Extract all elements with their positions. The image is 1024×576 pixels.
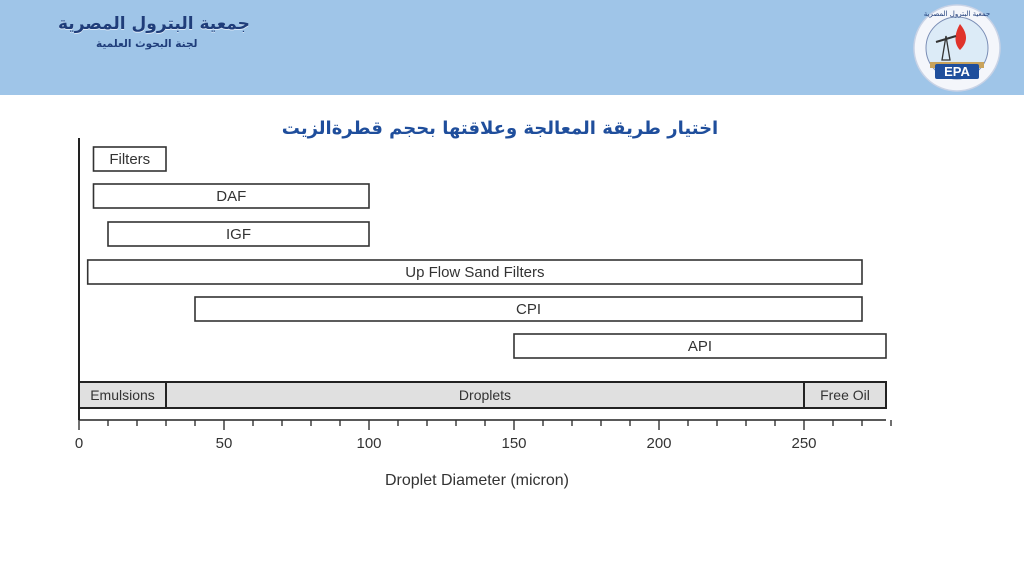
x-tick-label: 100 [356, 435, 382, 452]
logo-text: EPA [944, 64, 970, 79]
region-label: Emulsions [90, 387, 155, 403]
range-bar-label: Filters [109, 151, 151, 168]
x-axis-label: Droplet Diameter (micron) [384, 472, 570, 489]
logo-ring-text: جمعية البترول المصرية [923, 10, 991, 18]
org-name: جمعية البترول المصرية [58, 14, 250, 34]
region-label: Droplets [458, 387, 512, 403]
slide-title: اختيار طريقة المعالجة وعلاقتها بحجم قطرةالزيت [281, 118, 719, 139]
epa-logo [902, 2, 1012, 92]
droplet-size-chart [60, 130, 900, 510]
x-tick-label: 200 [646, 435, 672, 452]
range-bar-label: DAF [216, 188, 247, 205]
range-bar-label: IGF [226, 226, 251, 243]
x-tick-label: 0 [74, 435, 84, 452]
org-subtitle: لجنة البحوث العلمية [96, 38, 198, 50]
region-label: Free Oil [820, 387, 870, 403]
x-tick-label: 150 [501, 435, 527, 452]
range-bar-label: API [687, 338, 713, 355]
range-bar-label: Up Flow Sand Filters [405, 264, 545, 281]
x-tick-label: 50 [215, 435, 233, 452]
header-banner [0, 0, 1024, 95]
x-tick-label: 250 [791, 435, 817, 452]
range-bar-label: CPI [515, 301, 542, 318]
